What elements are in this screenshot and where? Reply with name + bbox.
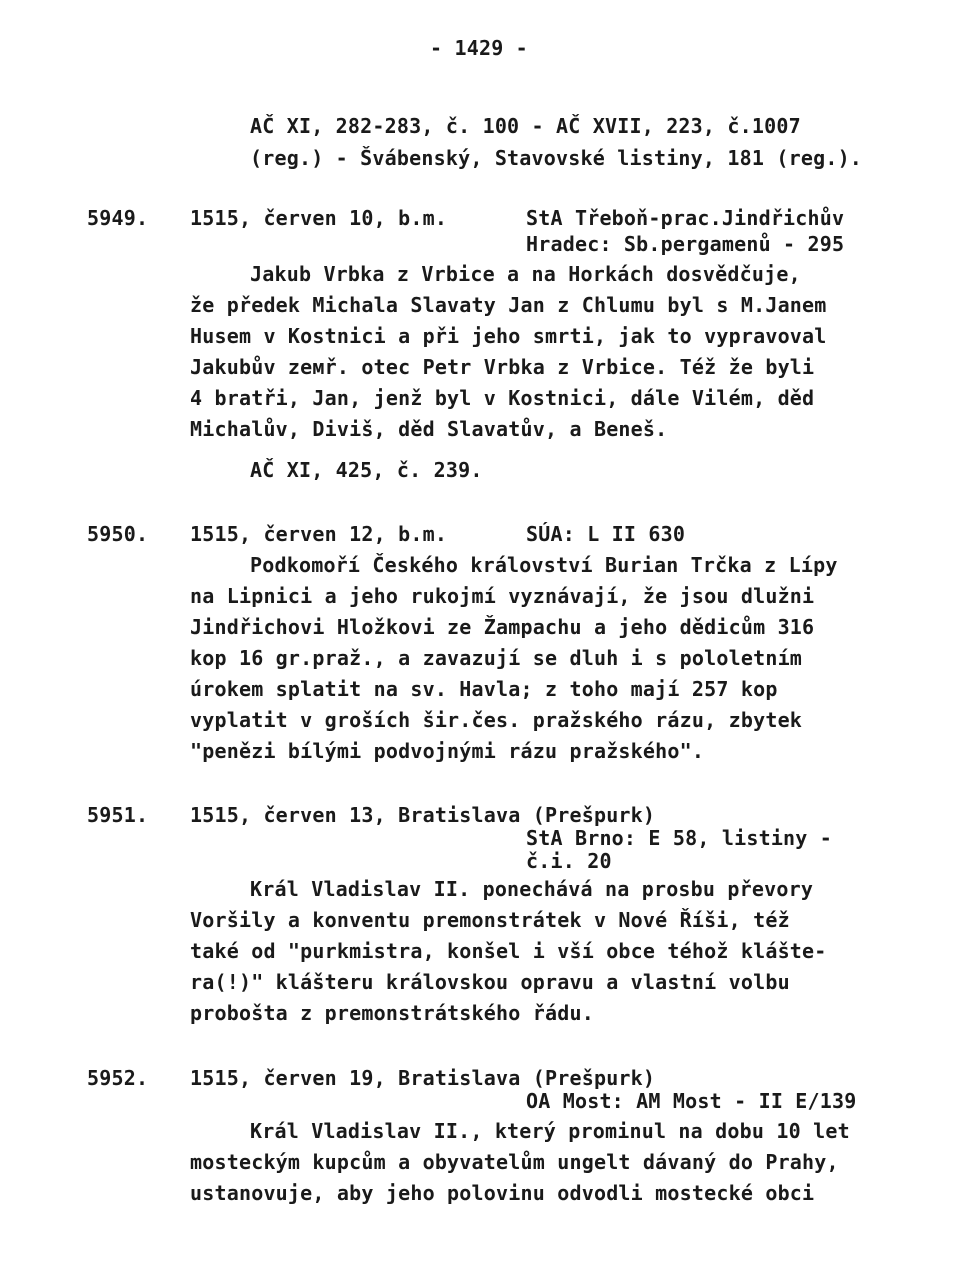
entry-archive: č.i. 20: [526, 849, 612, 873]
entry-text-line: 4 bratři, Jan, jenž byl v Kostnici, dále Vilém, děd: [190, 386, 815, 410]
entry-archive: Hradec: Sb.pergamenů - 295: [526, 232, 845, 256]
entry-text-line: "penězi bílými podvojnými rázu pražského".: [190, 739, 705, 763]
entry-text-line: Husem v Kostnici a při jeho smrti, jak to vypravoval: [190, 324, 827, 348]
entry-number: 5951.: [87, 803, 149, 827]
entry-text-line: ustanovuje, aby jeho polovinu odvodli mostecké obci: [190, 1181, 815, 1205]
entry-text-line: proboštа z premonstrátského řádu.: [190, 1001, 594, 1025]
entry-text-line: mosteckým kupcům a obyvatelům ungelt dávaný do Prahy,: [190, 1150, 839, 1174]
entry-number: 5950.: [87, 522, 149, 546]
entry-text-line: také od "purkmistra, konšel i vší obce téhož klášte-: [190, 939, 827, 963]
entry-text-line: kop 16 gr.praž., a zavazují se dluh i s pololetním: [190, 646, 803, 670]
entry-source: AČ XI, 425, č. 239.: [250, 458, 483, 482]
entry-archive: OA Most: AM Most - II E/139: [526, 1089, 857, 1113]
entry-date: 1515, červen 12, b.m.: [190, 522, 448, 546]
intro-line: (reg.) - Švábenský, Stavovské listiny, 181 (reg.).: [250, 146, 863, 170]
entry-text-line: vyplatit v groších šir.čes. pražského rázu, zbytek: [190, 708, 803, 732]
entry-archive: SÚA: L II 630: [526, 522, 686, 546]
page-number: - 1429 -: [430, 36, 528, 60]
entry-text-line: Král Vladislav II. ponechává na prosbu převory: [250, 877, 814, 901]
entry-number: 5952.: [87, 1066, 149, 1090]
entry-text-line: Podkomoří Českého království Burian Trčka z Lípy: [250, 553, 838, 577]
entry-text-line: Michalův, Diviš, děd Slavatův, a Beneš.: [190, 417, 668, 441]
entry-text-line: Voršily a konventu premonstrátek v Nové Říši, též: [190, 908, 790, 932]
entry-date: 1515, červen 13, Bratislava (Prešpurk): [190, 803, 656, 827]
intro-line: AČ XI, 282-283, č. 100 - AČ XVII, 223, č.1007: [250, 114, 801, 138]
entry-archive: StA Třeboň-prac.Jindřichův: [526, 206, 845, 230]
entry-date: 1515, červen 19, Bratislava (Prešpurk): [190, 1066, 656, 1090]
entry-text-line: Jakubův zeмř. otec Petr Vrbka z Vrbice. Též že byli: [190, 355, 815, 379]
entry-text-line: že předek Michala Slavaty Jan z Chlumu byl s M.Janem: [190, 293, 827, 317]
entry-text-line: na Lipnici a jeho rukojmí vyznávají, že jsou dlužni: [190, 584, 815, 608]
entry-text-line: úrokem splatit na sv. Havla; z toho mají 257 kop: [190, 677, 778, 701]
entry-text-line: ra(!)" klášteru královskou opravu a vlastní volbu: [190, 970, 790, 994]
entry-date: 1515, červen 10, b.m.: [190, 206, 448, 230]
entry-archive: StA Brno: E 58, listiny -: [526, 826, 833, 850]
entry-text-line: Jindřichovi Hložkovi ze Žampachu a jeho dědicům 316: [190, 615, 815, 639]
entry-number: 5949.: [87, 206, 149, 230]
entry-text-line: Král Vladislav II., který prominul na dobu 10 let: [250, 1119, 850, 1143]
entry-text-line: Jakub Vrbka z Vrbice a na Horkách dosvědčuje,: [250, 262, 801, 286]
